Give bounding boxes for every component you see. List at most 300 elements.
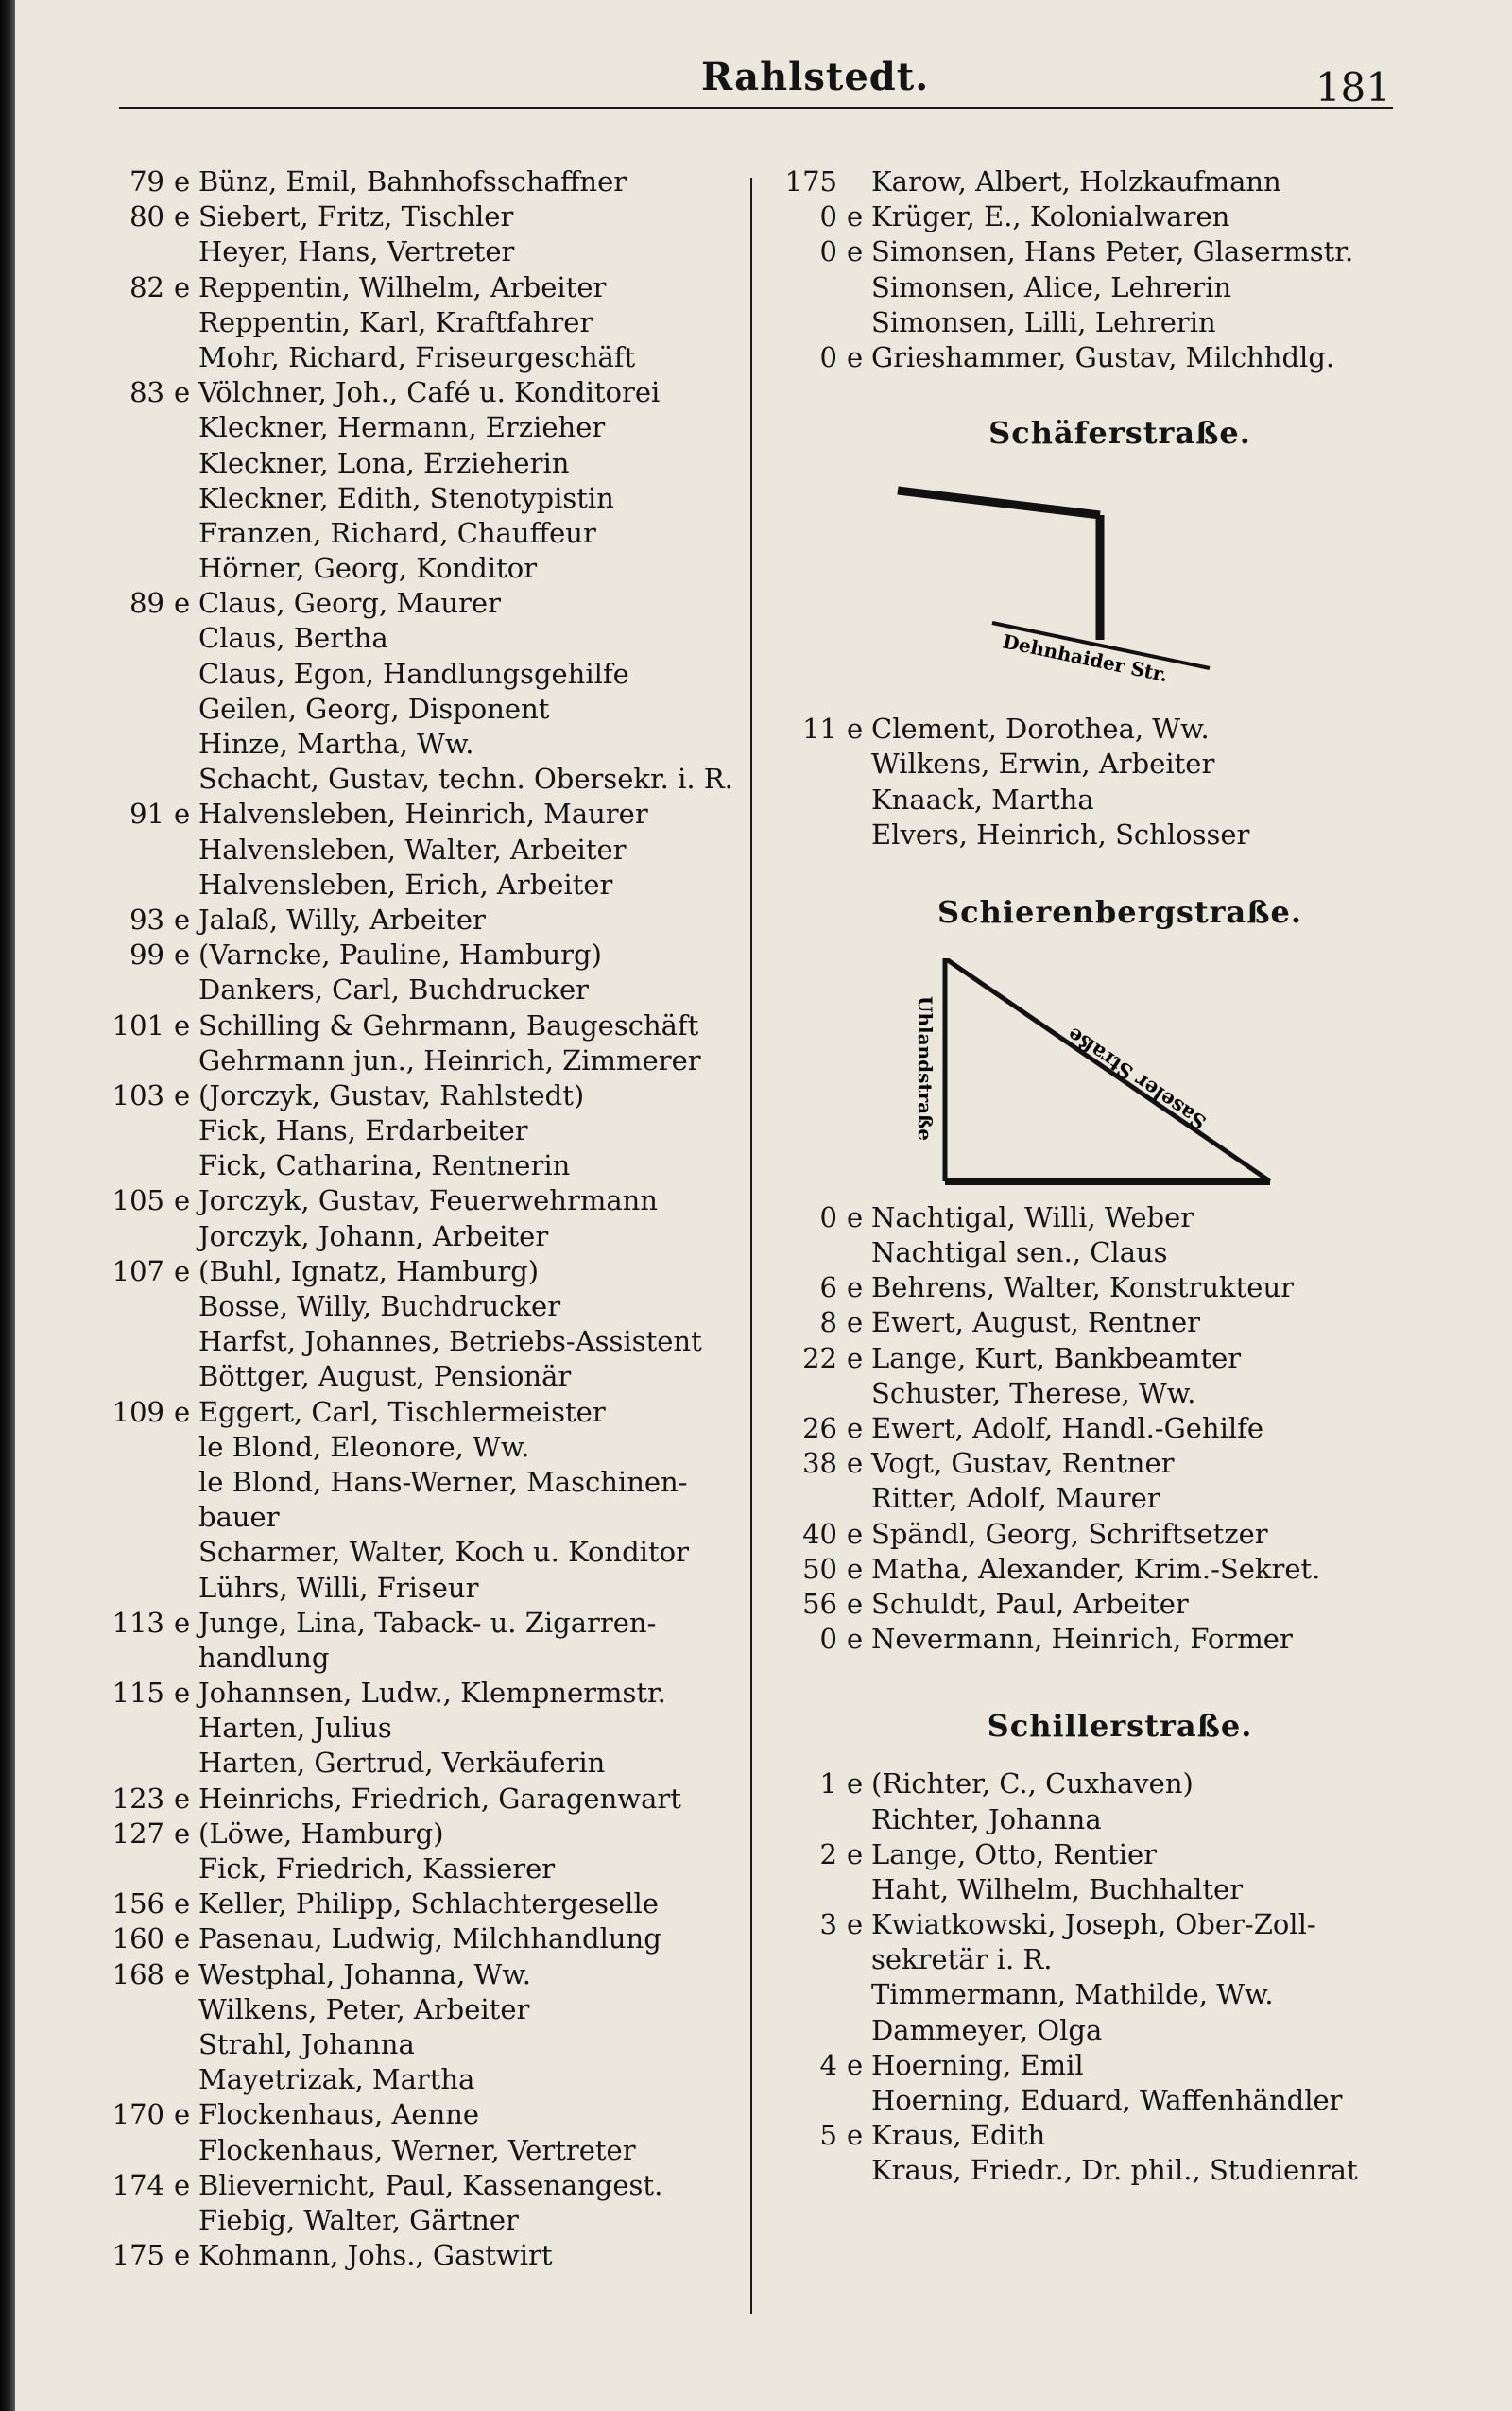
resident-name: Dankers, Carl, Buchdrucker (198, 973, 590, 1007)
owner-mark (847, 1977, 871, 2012)
resident-name: Grieshammer, Gustav, Milchhdlg. (871, 340, 1335, 373)
owner-mark (174, 692, 198, 727)
directory-entry (104, 1535, 747, 1570)
house-number: 175 (784, 165, 837, 198)
owner-mark: e (847, 1623, 864, 1656)
house-number: 109 (112, 1395, 164, 1428)
house-number: 170 (112, 2098, 164, 2131)
resident-name: Kleckner, Edith, Stenotypistin (198, 481, 614, 514)
owner-mark: e (174, 903, 191, 936)
directory-entry (765, 1766, 1418, 1801)
house-number (104, 2133, 174, 2168)
owner-mark (174, 1148, 198, 1183)
directory-entry (104, 1289, 747, 1324)
directory-entry (104, 692, 747, 727)
resident-name: Halvensleben, Heinrich, Maurer (198, 798, 648, 831)
owner-mark (847, 2013, 871, 2048)
house-number (765, 1376, 847, 1411)
directory-entry (765, 747, 1418, 782)
resident-name: Kleckner, Hermann, Erzieher (198, 411, 606, 444)
resident-name: Harfst, Johannes, Betriebs-Assistent (198, 1325, 702, 1358)
directory-entry (765, 2013, 1418, 2048)
house-number: 0 (819, 340, 837, 373)
house-number (104, 1746, 174, 1781)
street-heading-schillerstrasse: Schillerstraße. (987, 1707, 1253, 1744)
owner-mark (174, 2203, 198, 2238)
owner-mark (174, 481, 198, 516)
resident-name: Keller, Philipp, Schlachtergeselle (198, 1887, 659, 1920)
resident-name: Claus, Georg, Maurer (198, 587, 501, 620)
resident-name: Halvensleben, Walter, Arbeiter (198, 833, 627, 866)
house-number: 38 (802, 1447, 837, 1480)
owner-mark: e (847, 200, 864, 233)
resident-name: Fick, Friedrich, Kassierer (198, 1852, 556, 1885)
resident-name: Kohmann, Johs., Gastwirt (198, 2239, 553, 2272)
owner-mark: e (174, 1184, 191, 1217)
house-number: 107 (112, 1254, 164, 1287)
resident-name: Claus, Bertha (198, 622, 388, 655)
owner-mark (174, 727, 198, 762)
owner-mark (174, 973, 198, 1007)
house-number: 0 (819, 1623, 837, 1656)
resident-name: Franzen, Richard, Chauffeur (198, 516, 596, 549)
owner-mark (847, 1802, 871, 1837)
house-number: 156 (112, 1887, 164, 1920)
owner-mark (174, 1641, 198, 1676)
resident-name: Hoerning, Eduard, Waffenhändler (871, 2084, 1343, 2116)
directory-entry (104, 1113, 747, 1148)
owner-mark: e (174, 270, 191, 303)
house-number (104, 1500, 174, 1535)
resident-name: sekretär i. R. (871, 1943, 1053, 1976)
schaeferstrasse-map-svg (765, 481, 1418, 712)
schierenbergstrasse-entries (765, 1200, 1418, 1657)
house-number (104, 1148, 174, 1183)
directory-entry (104, 1465, 747, 1500)
house-number: 79 (129, 165, 164, 198)
owner-mark (847, 818, 871, 852)
resident-name: Ewert, August, Rentner (871, 1306, 1200, 1339)
house-number: 80 (129, 200, 164, 233)
owner-mark (847, 1481, 871, 1516)
directory-entry (765, 305, 1418, 340)
directory-entry (104, 727, 747, 762)
resident-name: Schacht, Gustav, techn. Obersekr. i. R. (198, 763, 733, 796)
resident-name: Knaack, Martha (871, 783, 1094, 816)
resident-name: Simonsen, Lilli, Lehrerin (871, 305, 1216, 338)
owner-mark: e (174, 1922, 191, 1955)
house-number: 4 (819, 2048, 837, 2081)
house-number (104, 446, 174, 481)
owner-mark (174, 1851, 198, 1886)
house-number (104, 410, 174, 445)
directory-entry (104, 2168, 747, 2203)
directory-entry (765, 1341, 1418, 1376)
directory-entry (104, 1641, 747, 1676)
directory-entry (104, 234, 747, 269)
owner-mark (847, 1376, 871, 1411)
resident-name: Strahl, Johanna (198, 2027, 415, 2060)
owner-mark: e (174, 1254, 191, 1287)
owner-mark (847, 2153, 871, 2188)
owner-mark: e (174, 1782, 191, 1815)
owner-mark (174, 1359, 198, 1394)
directory-entry (765, 164, 1418, 199)
house-number (104, 2027, 174, 2062)
owner-mark: e (847, 1767, 864, 1800)
directory-entry (104, 2133, 747, 2168)
resident-name: Harten, Julius (198, 1712, 392, 1745)
house-number: 2 (819, 1837, 837, 1870)
owner-mark: e (847, 2048, 864, 2081)
directory-entry (104, 1500, 747, 1535)
resident-name: Schuldt, Paul, Arbeiter (871, 1587, 1189, 1620)
resident-name: Ritter, Adolf, Maurer (871, 1482, 1160, 1515)
house-number (765, 1942, 847, 1977)
owner-mark (847, 2083, 871, 2118)
house-number (104, 1359, 174, 1394)
house-number (104, 1465, 174, 1500)
resident-name: Krüger, E., Kolonialwaren (871, 200, 1230, 233)
directory-entry (104, 2027, 747, 2062)
directory-entry (104, 657, 747, 692)
schierenbergstrasse-map-svg (765, 958, 1418, 1200)
directory-entry (104, 164, 747, 199)
resident-name: Pasenau, Ludwig, Milchhandlung (198, 1922, 662, 1955)
resident-name: Simonsen, Hans Peter, Glasermstr. (871, 235, 1354, 268)
owner-mark: e (174, 1677, 191, 1710)
house-number (765, 1481, 847, 1516)
owner-mark: e (174, 2239, 191, 2272)
house-number: 26 (802, 1412, 837, 1444)
directory-entry (104, 2062, 747, 2097)
house-number: 168 (112, 1957, 164, 1990)
resident-name: Junge, Lina, Taback- u. Zigarren- (198, 1606, 657, 1639)
resident-name: handlung (198, 1641, 330, 1674)
house-number: 103 (112, 1078, 164, 1111)
owner-mark: e (174, 2098, 191, 2131)
resident-name: Fick, Hans, Erdarbeiter (198, 1114, 528, 1147)
owner-mark (174, 1992, 198, 2027)
resident-name: Dammeyer, Olga (871, 2013, 1103, 2046)
resident-name: Hoerning, Emil (871, 2048, 1084, 2081)
owner-mark (174, 1711, 198, 1746)
owner-mark: e (847, 1412, 864, 1444)
house-number (104, 1324, 174, 1359)
resident-name: Jorczyk, Johann, Arbeiter (198, 1219, 549, 1252)
owner-mark: e (847, 235, 864, 268)
directory-entry (765, 1802, 1418, 1837)
house-number (104, 340, 174, 375)
house-number (104, 1219, 174, 1254)
directory-entry (104, 1183, 747, 1218)
resident-name: le Blond, Hans-Werner, Maschinen- (198, 1465, 688, 1498)
directory-entry (765, 1481, 1418, 1516)
resident-name: Behrens, Walter, Konstrukteur (871, 1271, 1294, 1304)
house-number: 11 (802, 713, 837, 746)
resident-name: Jalaß, Willy, Arbeiter (198, 903, 486, 936)
directory-entry (104, 903, 747, 938)
house-number: 0 (819, 200, 837, 233)
directory-entry (765, 234, 1418, 269)
house-number: 56 (802, 1587, 837, 1620)
street-heading-schaeferstrasse: Schäferstraße. (988, 414, 1251, 451)
resident-name: Siebert, Fritz, Tischler (198, 200, 514, 233)
house-number (765, 2153, 847, 2188)
house-number: 101 (112, 1008, 164, 1042)
owner-mark (174, 1535, 198, 1570)
owner-mark (847, 783, 871, 818)
house-number (104, 762, 174, 797)
resident-name: Lange, Kurt, Bankbeamter (871, 1341, 1242, 1374)
house-number (765, 818, 847, 852)
directory-entry (765, 270, 1418, 305)
owner-mark (847, 305, 871, 340)
directory-entry (765, 1977, 1418, 2012)
resident-name: Nevermann, Heinrich, Former (871, 1623, 1293, 1656)
street-heading-schierenbergstrasse: Schierenbergstraße. (936, 894, 1303, 931)
owner-mark (847, 270, 871, 305)
resident-name: (Richter, C., Cuxhaven) (871, 1767, 1194, 1800)
directory-entry (765, 1907, 1418, 1942)
resident-name: Völchner, Joh., Café u. Konditorei (198, 376, 661, 409)
resident-name: Nachtigal sen., Claus (871, 1236, 1168, 1269)
directory-entry (104, 1148, 747, 1183)
directory-entry (104, 481, 747, 516)
house-number: 91 (129, 798, 164, 831)
house-number (104, 305, 174, 340)
owner-mark (174, 2027, 198, 2062)
resident-name: Mayetrizak, Martha (198, 2063, 475, 2096)
directory-entry (765, 783, 1418, 818)
directory-entry (104, 1957, 747, 1992)
house-number: 160 (112, 1922, 164, 1955)
resident-name: Eggert, Carl, Tischlermeister (198, 1395, 606, 1428)
house-number (104, 621, 174, 656)
house-number: 5 (819, 2119, 837, 2152)
house-number: 0 (819, 1200, 837, 1233)
resident-name: Bünz, Emil, Bahnhofsschaffner (198, 165, 627, 198)
directory-entry (765, 1235, 1418, 1270)
directory-entry (104, 2097, 747, 2132)
resident-name: Westphal, Johanna, Ww. (198, 1957, 531, 1990)
resident-name: Hörner, Georg, Konditor (198, 552, 538, 585)
directory-entry (104, 305, 747, 340)
directory-entry (104, 1886, 747, 1921)
owner-mark (174, 1219, 198, 1254)
house-number (765, 1235, 847, 1270)
house-number (765, 1802, 847, 1837)
schillerstrasse-entries (765, 1766, 1418, 2188)
house-number (765, 783, 847, 818)
owner-mark: e (847, 1306, 864, 1339)
house-number (104, 1851, 174, 1886)
directory-entry (104, 1430, 747, 1465)
directory-entry (765, 1872, 1418, 1907)
resident-name: Wilkens, Erwin, Arbeiter (871, 748, 1215, 781)
owner-mark (174, 1289, 198, 1324)
resident-name: Flockenhaus, Aenne (198, 2098, 480, 2131)
directory-entry (765, 1411, 1418, 1446)
owner-mark: e (847, 1837, 864, 1870)
directory-entry (765, 1517, 1418, 1552)
resident-name: Schilling & Gehrmann, Baugeschäft (198, 1008, 699, 1042)
owner-mark: e (847, 1552, 864, 1585)
resident-name: le Blond, Eleonore, Ww. (198, 1430, 530, 1463)
resident-name: bauer (198, 1501, 280, 1534)
house-number: 3 (819, 1908, 837, 1941)
directory-entry (104, 1043, 747, 1078)
owner-mark (174, 657, 198, 692)
right-column (765, 164, 1418, 2189)
resident-name: Johannsen, Ludw., Klempnermstr. (198, 1677, 666, 1710)
owner-mark: e (847, 1447, 864, 1480)
owner-mark: e (174, 165, 191, 198)
house-number: 8 (819, 1306, 837, 1339)
house-number (104, 551, 174, 586)
directory-entry (104, 551, 747, 586)
owner-mark: e (174, 376, 191, 409)
left-column (104, 164, 747, 2273)
house-number (104, 2203, 174, 2238)
resident-name: (Varncke, Pauline, Hamburg) (198, 939, 602, 972)
house-number: 115 (112, 1677, 164, 1710)
directory-entry (104, 1254, 747, 1289)
directory-entry (104, 1992, 747, 2027)
directory-entry (104, 1606, 747, 1641)
owner-mark (174, 1746, 198, 1781)
owner-mark (174, 410, 198, 445)
owner-mark (174, 2062, 198, 2097)
owner-mark: e (847, 1908, 864, 1941)
house-number (104, 1992, 174, 2027)
owner-mark: e (847, 2119, 864, 2152)
house-number (104, 692, 174, 727)
directory-entry (104, 2203, 747, 2238)
street-line-schaeferstrasse (898, 491, 1100, 515)
directory-entry (104, 516, 747, 551)
resident-name: Claus, Egon, Handlungsgehilfe (198, 657, 629, 690)
house-number (104, 1113, 174, 1148)
directory-entry (765, 1622, 1418, 1657)
directory-entry (104, 621, 747, 656)
resident-name: Heyer, Hans, Vertreter (198, 235, 515, 268)
directory-entry (104, 1078, 747, 1113)
directory-entry (765, 199, 1418, 234)
running-head: Rahlstedt. (701, 55, 930, 99)
house-number: 82 (129, 270, 164, 303)
directory-entry (765, 1200, 1418, 1235)
resident-name: Schuster, Therese, Ww. (871, 1376, 1196, 1409)
owner-mark: e (174, 1008, 191, 1042)
directory-entry (765, 1305, 1418, 1340)
house-number (765, 1977, 847, 2012)
house-number (104, 1535, 174, 1570)
house-number (765, 1872, 847, 1907)
house-number (765, 747, 847, 782)
resident-name: Bosse, Willy, Buchdrucker (198, 1290, 561, 1322)
house-number: 105 (112, 1184, 164, 1217)
house-number (104, 973, 174, 1007)
directory-entry (104, 797, 747, 832)
owner-mark (174, 516, 198, 551)
directory-entry (104, 1921, 747, 1956)
owner-mark (847, 1942, 871, 1977)
resident-name: Jorczyk, Gustav, Feuerwehrmann (198, 1184, 658, 1217)
directory-entry (104, 868, 747, 903)
directory-entry (104, 270, 747, 305)
directory-entry (104, 410, 747, 445)
house-number (104, 481, 174, 516)
resident-name: Matha, Alexander, Krim.-Sekret. (871, 1552, 1321, 1585)
owner-mark: e (174, 200, 191, 233)
house-number: 99 (129, 939, 164, 972)
owner-mark (174, 621, 198, 656)
house-number: 175 (112, 2239, 164, 2272)
resident-name: Heinrichs, Friedrich, Garagenwart (198, 1782, 681, 1815)
owner-mark (174, 1113, 198, 1148)
owner-mark (174, 833, 198, 868)
directory-entry (104, 1219, 747, 1254)
owner-mark (174, 868, 198, 903)
directory-entry (104, 1008, 747, 1043)
directory-entry (765, 2118, 1418, 2153)
resident-name: Clement, Dorothea, Ww. (871, 713, 1210, 746)
owner-mark: e (174, 1606, 191, 1639)
house-number: 22 (802, 1341, 837, 1374)
owner-mark: e (174, 1078, 191, 1111)
directory-entry (104, 833, 747, 868)
resident-name: Lührs, Willi, Friseur (198, 1571, 479, 1604)
resident-name: (Jorczyk, Gustav, Rahlstedt) (198, 1078, 585, 1111)
directory-entry (104, 1746, 747, 1781)
directory-entry (104, 199, 747, 234)
directory-entry (104, 762, 747, 797)
directory-entry (104, 1782, 747, 1817)
owner-mark: e (847, 713, 864, 746)
resident-name: Nachtigal, Willi, Weber (871, 1200, 1194, 1233)
owner-mark: e (174, 939, 191, 972)
owner-mark (847, 164, 871, 199)
directory-entry (104, 340, 747, 375)
resident-name: Reppentin, Wilhelm, Arbeiter (198, 270, 607, 303)
resident-name: Mohr, Richard, Friseurgeschäft (198, 340, 636, 373)
owner-mark (174, 234, 198, 269)
house-number (765, 2083, 847, 2118)
house-number (765, 2013, 847, 2048)
directory-entry (104, 1571, 747, 1606)
street-map-schierenbergstrasse (765, 958, 1418, 1200)
directory-entry (765, 1376, 1418, 1411)
house-number: 93 (129, 903, 164, 936)
page-binding-shadow (0, 0, 15, 2411)
owner-mark: e (174, 587, 191, 620)
resident-name: Fiebig, Walter, Gärtner (198, 2203, 519, 2236)
directory-entry (104, 1359, 747, 1394)
resident-name: Gehrmann jun., Heinrich, Zimmerer (198, 1043, 701, 1076)
resident-name: Timmermann, Mathilde, Ww. (871, 1978, 1274, 2011)
resident-name: Blievernicht, Paul, Kassenangest. (198, 2168, 663, 2201)
owner-mark (847, 1235, 871, 1270)
house-number (104, 1711, 174, 1746)
resident-name: Elvers, Heinrich, Schlosser (871, 818, 1250, 851)
resident-name: Karow, Albert, Holzkaufmann (871, 165, 1281, 198)
resident-name: Kwiatkowski, Joseph, Ober-Zoll- (871, 1908, 1316, 1941)
resident-name: Kraus, Friedr., Dr. phil., Studienrat (871, 2154, 1358, 2187)
owner-mark (174, 1043, 198, 1078)
house-number: 40 (802, 1517, 837, 1550)
owner-mark (174, 762, 198, 797)
